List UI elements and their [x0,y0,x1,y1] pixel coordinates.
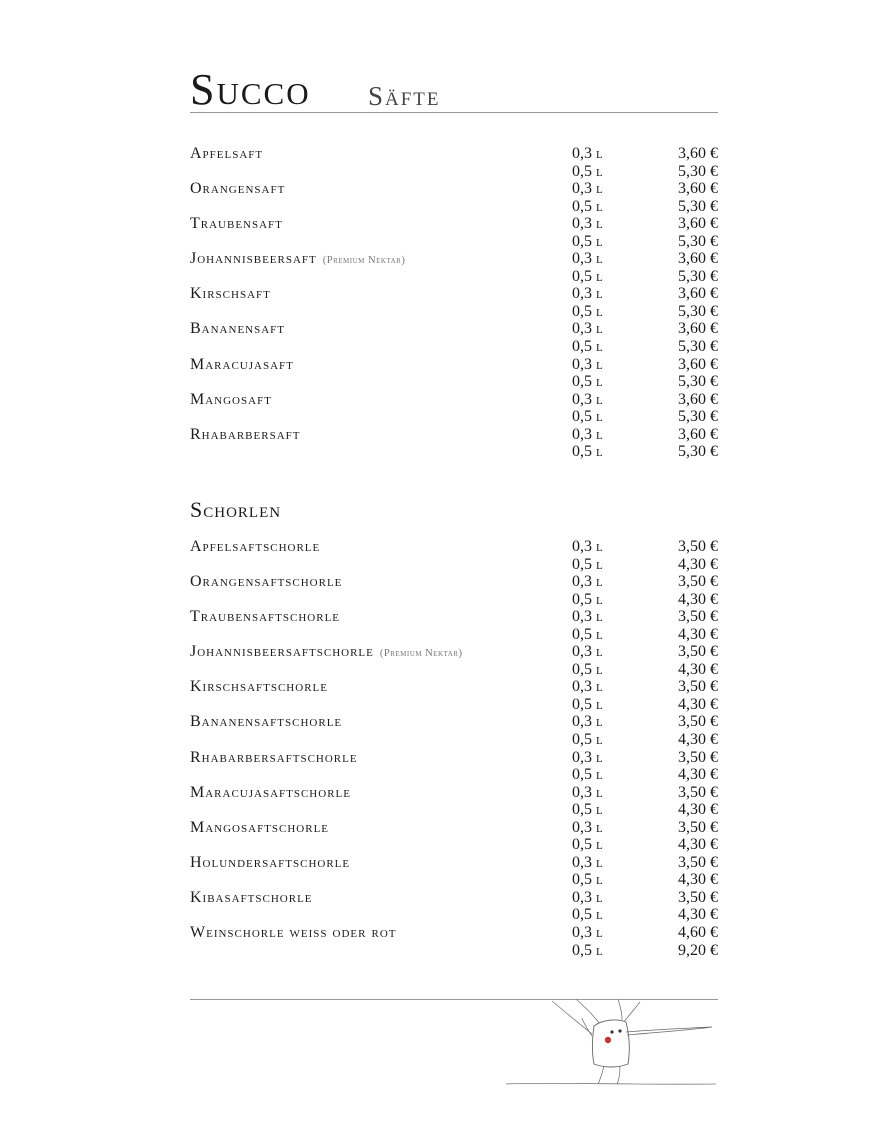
item-price: 3,50 € [678,713,718,731]
mascot-illustration-icon [500,996,720,1096]
item-size: 0,3 l [572,853,603,871]
item-name-text: Orangensaft [190,180,286,198]
menu-item [190,608,718,643]
item-name [190,573,342,590]
item-size: 0,3 l [572,608,603,626]
menu-item [190,356,718,391]
item-size: 0,3 l [572,783,603,801]
item-size: 0,3 l [572,355,603,373]
menu-item-line [190,285,718,303]
item-size: 0,5 l [572,162,603,180]
item-size: 0,3 l [572,924,603,942]
item-size: 0,5 l [572,660,603,678]
item-name-text: Mangosaftschorle [190,818,330,836]
item-size: 0,3 l [572,320,603,338]
item-size: 0,5 l [572,232,603,250]
item-name [190,643,462,662]
item-name-text: Maracujasaft [190,355,294,373]
item-size: 0,3 l [572,145,603,162]
item-price: 3,50 € [678,748,718,766]
item-name [190,285,271,302]
schorlen-section [190,497,718,959]
menu-item-line [190,556,718,574]
item-size: 0,5 l [572,197,603,215]
item-price: 5,30 € [678,267,718,285]
item-price: 4,30 € [678,625,718,643]
item-size: 0,5 l [572,267,603,285]
item-price: 3,60 € [678,390,718,408]
item-size: 0,3 l [572,678,603,696]
menu-item-line [190,696,718,714]
menu-item-line [190,320,718,338]
menu-item [190,573,718,608]
item-size: 0,5 l [572,625,603,643]
item-price: 4,30 € [678,731,718,749]
item-size: 0,3 l [572,250,603,268]
item-price: 3,50 € [678,538,718,555]
item-size: 0,3 l [572,215,603,233]
item-note: (Premium Nektar) [379,648,463,660]
item-size: 0,5 l [572,590,603,608]
item-size: 0,5 l [572,941,603,959]
menu-item-line [190,408,718,426]
menu-item [190,538,718,573]
item-price: 3,50 € [678,608,718,626]
item-size: 0,5 l [572,766,603,784]
menu-item-line [190,250,718,268]
menu-item-line [190,268,718,286]
item-price: 4,30 € [678,660,718,678]
item-name-text: Bananensaft [190,320,286,338]
item-name-text: Johannisbeersaft [190,250,317,268]
item-name-text: Apfelsaft [190,145,264,162]
item-price: 4,30 € [678,555,718,573]
menu-item-line [190,215,718,233]
menu-item [190,889,718,924]
item-name-text: Maracujasaftschorle [190,783,351,801]
item-price: 4,30 € [678,766,718,784]
menu-item-line [190,836,718,854]
menu-item-line [190,784,718,802]
menu-item-line [190,426,718,444]
item-name-text: Bananensaftschorle [190,713,343,731]
item-size: 0,3 l [572,888,603,906]
item-size: 0,3 l [572,390,603,408]
item-name [190,391,272,408]
menu-item-line [190,713,718,731]
item-name [190,854,350,871]
item-size: 0,5 l [572,302,603,320]
item-name [190,608,340,625]
item-size: 0,3 l [572,713,603,731]
item-name-text: Rhabarbersaft [190,425,301,443]
item-price: 9,20 € [678,941,718,959]
item-size: 0,5 l [572,731,603,749]
item-name-text: Rhabarbersaftschorle [190,748,358,766]
menu-item [190,145,718,180]
item-name [190,678,328,695]
menu-item-line [190,198,718,216]
menu-item-line [190,391,718,409]
item-price: 4,30 € [678,590,718,608]
item-name [190,426,300,443]
menu-item-line [190,145,718,163]
menu-item-line [190,591,718,609]
item-size: 0,5 l [572,408,603,426]
menu-item-line [190,749,718,767]
item-price: 4,60 € [678,924,718,942]
item-size: 0,5 l [572,871,603,889]
menu-item [190,215,718,250]
saefte-section [190,145,718,461]
menu-item-line [190,801,718,819]
item-price: 3,60 € [678,145,718,162]
item-name [190,320,285,337]
item-price: 5,30 € [678,302,718,320]
menu-item-line [190,661,718,679]
page-title: Succo [190,65,311,114]
menu-item [190,180,718,215]
item-price: 3,50 € [678,573,718,591]
page-header [190,66,718,113]
item-size: 0,5 l [572,801,603,819]
item-name-text: Orangensaftschorle [190,573,343,591]
item-name [190,180,285,197]
item-price: 3,50 € [678,818,718,836]
menu-item-line [190,924,718,942]
item-size: 0,5 l [572,555,603,573]
menu-item [190,924,718,959]
menu-item [190,643,718,678]
menu-item [190,713,718,748]
menu-item-line [190,338,718,356]
item-price: 4,30 € [678,906,718,924]
item-price: 5,30 € [678,373,718,391]
menu-item-line [190,871,718,889]
item-price: 5,30 € [678,443,718,461]
item-note: (Premium Nektar) [322,255,406,267]
menu-item-line [190,303,718,321]
menu-item-line [190,356,718,374]
item-size: 0,5 l [572,695,603,713]
item-name-text: Weinschorle weiss oder rot [190,924,397,942]
item-name [190,889,313,906]
menu-item-line [190,854,718,872]
menu-item [190,749,718,784]
item-price: 4,30 € [678,801,718,819]
item-price: 3,60 € [678,215,718,233]
menu-item-line [190,819,718,837]
menu-item-line [190,180,718,198]
item-size: 0,3 l [572,643,603,661]
item-price: 4,30 € [678,871,718,889]
page-subtitle: Säfte [368,81,441,111]
menu-item [190,854,718,889]
item-name [190,924,397,941]
menu-item-line [190,608,718,626]
item-size: 0,3 l [572,573,603,591]
section-heading: Schorlen [190,497,282,522]
menu-item [190,250,718,285]
item-price: 4,30 € [678,836,718,854]
menu-item-line [190,443,718,461]
menu-item [190,285,718,320]
item-size: 0,5 l [572,338,603,356]
item-name-text: Mangosaft [190,390,272,408]
menu-item [190,391,718,426]
menu-item-line [190,889,718,907]
menu-item [190,678,718,713]
item-name [190,538,320,555]
item-price: 3,50 € [678,678,718,696]
menu-item [190,819,718,854]
item-size: 0,5 l [572,443,603,461]
menu-item-line [190,538,718,556]
item-name [190,749,358,766]
menu-item-line [190,906,718,924]
menu-item-line [190,626,718,644]
item-price: 3,50 € [678,853,718,871]
item-name-text: Holundersaftschorle [190,853,351,871]
item-name-text: Traubensaftschorle [190,608,341,626]
item-name [190,784,351,801]
menu-item-line [190,233,718,251]
item-size: 0,3 l [572,285,603,303]
item-price: 3,50 € [678,888,718,906]
item-price: 5,30 € [678,232,718,250]
item-name-text: Apfelsaftschorle [190,538,321,555]
item-size: 0,5 l [572,373,603,391]
menu-item-line [190,573,718,591]
menu-item-line [190,373,718,391]
item-name-text: Kirschsaftschorle [190,678,328,696]
menu-item-line [190,643,718,661]
item-price: 5,30 € [678,162,718,180]
menu-item [190,426,718,461]
item-price: 3,60 € [678,425,718,443]
item-price: 3,50 € [678,643,718,661]
item-price: 3,60 € [678,355,718,373]
item-size: 0,3 l [572,818,603,836]
item-size: 0,3 l [572,425,603,443]
item-price: 3,60 € [678,250,718,268]
item-price: 5,30 € [678,338,718,356]
item-size: 0,5 l [572,906,603,924]
item-name [190,713,342,730]
menu-item-line [190,731,718,749]
item-name-text: Traubensaft [190,215,283,233]
item-name [190,819,329,836]
menu-item-line [190,766,718,784]
menu-item-line [190,163,718,181]
item-price: 3,60 € [678,320,718,338]
item-size: 0,3 l [572,180,603,198]
item-price: 3,60 € [678,285,718,303]
item-price: 3,60 € [678,180,718,198]
item-price: 3,50 € [678,783,718,801]
item-price: 5,30 € [678,197,718,215]
item-name-text: Kirschsaft [190,285,271,303]
menu-item-line [190,678,718,696]
item-price: 5,30 € [678,408,718,426]
item-price: 4,30 € [678,695,718,713]
menu-item-line [190,942,718,960]
item-name-text: Johannisbeersaftschorle [190,643,374,661]
item-name [190,250,405,269]
item-name [190,145,263,162]
menu-item [190,784,718,819]
menu-item [190,320,718,355]
item-size: 0,5 l [572,836,603,854]
schorlen-list [190,538,718,959]
item-size: 0,3 l [572,748,603,766]
item-size: 0,3 l [572,538,603,555]
item-name [190,215,283,232]
item-name-text: Kibasaftschorle [190,888,313,906]
item-name [190,356,294,373]
